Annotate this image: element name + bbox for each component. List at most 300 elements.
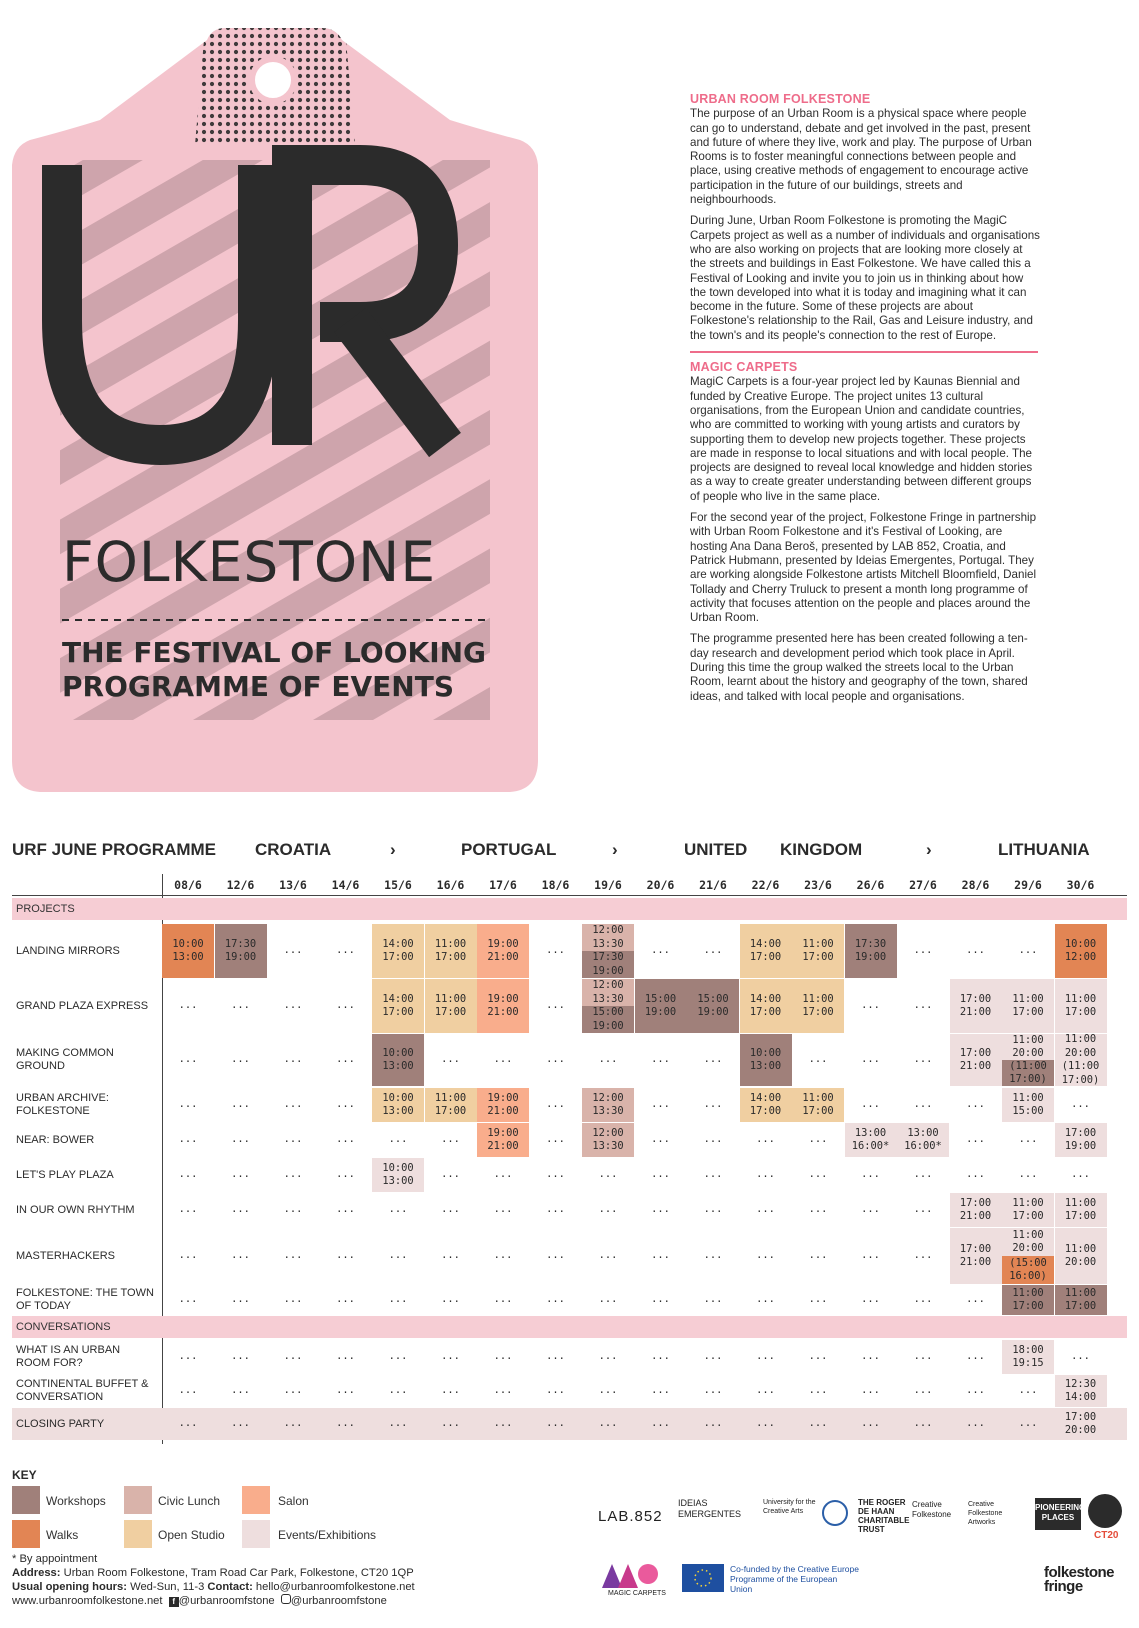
empty-marker: ...: [861, 1098, 880, 1111]
row-label: [16, 924, 156, 978]
event-time: 15:00: [592, 1006, 624, 1018]
event-slot: [1055, 1034, 1107, 1086]
event-time: 19:00: [1064, 1140, 1097, 1152]
empty-slot: [740, 1228, 792, 1284]
empty-slot: [792, 1408, 844, 1440]
empty-marker: ...: [178, 1053, 198, 1066]
date-header: 08/6: [174, 878, 202, 892]
event-time: 12:00: [592, 1126, 624, 1139]
event-time: 17:00): [1009, 1073, 1047, 1085]
event-time: 11:00: [434, 937, 467, 950]
empty-slot: [897, 1158, 949, 1192]
empty-marker: ...: [388, 1249, 408, 1262]
event-slot: [372, 979, 424, 1033]
event-time: 17:00: [434, 951, 467, 963]
empty-marker: ...: [1018, 944, 1038, 957]
date-header: 17/6: [489, 878, 517, 892]
empty-slot: [687, 1285, 739, 1315]
country-arrow: ›: [926, 840, 932, 859]
empty-slot: [425, 1408, 477, 1440]
empty-marker: ...: [283, 1168, 303, 1181]
eu-flag-icon: [682, 1564, 724, 1592]
empty-marker: ...: [651, 1350, 670, 1363]
empty-marker: ...: [336, 999, 355, 1012]
event-time: 16:00*: [904, 1140, 942, 1152]
event-time: 17:00: [802, 1105, 834, 1117]
empty-marker: ...: [388, 1203, 408, 1216]
event-slot: [1002, 1340, 1054, 1374]
urf-paragraph-2: During June, Urban Room Folkestone is promoting the MagiC Carpets project as well as a number of individuals and organisations who are also working on projects that are looking more closely at the streets and buildings in East Folkestone. We have called this a Festival of Looking and invite you to join us in thinking about how the town developed into what it is today and imagining what it can become in the future. Some of these projects are about Folkestone's relationship to the Rail, Gas and Leisure industry, and the town's and its people's connection to the rest of Europe.: [690, 214, 1040, 342]
event-time: 19:00: [487, 937, 519, 950]
event-slot: [1055, 924, 1107, 978]
event-time: 21:00: [487, 1006, 519, 1018]
empty-marker: ...: [283, 1384, 303, 1397]
country-arrow: ›: [612, 840, 618, 859]
empty-marker: ...: [808, 1168, 828, 1181]
empty-marker: ...: [756, 1293, 775, 1306]
event-time: 10:00: [749, 1046, 782, 1059]
empty-marker: ...: [703, 1133, 723, 1146]
empty-slot: [162, 1285, 214, 1315]
event-slot: [950, 1034, 1002, 1086]
empty-marker: ...: [861, 1350, 880, 1363]
event-time: 14:00: [749, 1091, 782, 1104]
empty-slot: [582, 1408, 634, 1440]
empty-marker: ...: [651, 1293, 670, 1306]
empty-slot: [635, 1088, 687, 1122]
row-label: [16, 1340, 156, 1374]
creative-folkestone-logo: Creative Folkestone: [912, 1500, 952, 1519]
empty-marker: ...: [861, 1293, 880, 1306]
event-time: 21:00: [959, 1006, 992, 1018]
event-slot: [740, 1088, 792, 1122]
empty-marker: ...: [913, 1384, 933, 1397]
event-time: 20:00: [1012, 1047, 1044, 1059]
empty-slot: [635, 1034, 687, 1086]
empty-slot: [635, 1228, 687, 1284]
uca-logo: University for the Creative Arts: [763, 1499, 816, 1515]
empty-slot: [425, 1340, 477, 1374]
empty-slot: [635, 1340, 687, 1374]
empty-slot: [215, 1285, 267, 1315]
empty-marker: ...: [703, 1249, 723, 1262]
empty-marker: ...: [861, 1249, 880, 1262]
empty-marker: ...: [231, 1053, 250, 1066]
empty-slot: [215, 1408, 267, 1440]
seal-logo: [822, 1500, 848, 1526]
facebook-handle[interactable]: @urbanroomfstone: [178, 1595, 275, 1607]
date-header-row: [12, 874, 1127, 896]
event-slot: [792, 924, 844, 978]
empty-slot: [950, 1408, 1002, 1440]
tag-title-line1: THE FESTIVAL OF LOOKING: [62, 636, 487, 669]
empty-slot: [372, 1123, 424, 1157]
empty-slot: [1055, 1158, 1107, 1192]
empty-slot: [320, 1158, 372, 1192]
empty-marker: ...: [546, 1203, 565, 1216]
empty-slot: [530, 1123, 582, 1157]
empty-marker: ...: [283, 999, 303, 1012]
event-time: 17:00: [1064, 1410, 1097, 1423]
empty-slot: [477, 1158, 529, 1192]
date-header: 28/6: [961, 878, 990, 892]
empty-marker: ...: [178, 1249, 198, 1262]
empty-slot: [1002, 1158, 1054, 1192]
empty-marker: ...: [546, 1249, 565, 1262]
empty-marker: ...: [441, 1168, 460, 1181]
empty-marker: ...: [808, 1053, 828, 1066]
row-label-text: URBAN ARCHIVE: FOLKESTONE: [16, 1092, 109, 1117]
empty-marker: ...: [441, 1293, 460, 1306]
empty-slot: [530, 1340, 582, 1374]
appointment-note: * By appointment: [12, 1553, 98, 1565]
row-label-text: MAKING COMMON GROUND: [16, 1047, 114, 1072]
event-slot: [372, 1034, 424, 1086]
empty-slot: [740, 1285, 792, 1315]
event-time: 11:00: [1012, 1228, 1044, 1241]
empty-marker: ...: [441, 1384, 460, 1397]
empty-marker: ...: [231, 999, 250, 1012]
empty-slot: [530, 1088, 582, 1122]
empty-marker: ...: [913, 999, 933, 1012]
empty-slot: [792, 1340, 844, 1374]
empty-slot: [845, 1340, 897, 1374]
empty-slot: [687, 1375, 739, 1407]
date-header: 16/6: [436, 878, 465, 892]
empty-marker: ...: [546, 1293, 565, 1306]
empty-slot: [845, 1408, 897, 1440]
empty-marker: ...: [861, 1053, 880, 1066]
empty-slot: [950, 1158, 1002, 1192]
country-lithuania: LITHUANIA: [998, 840, 1090, 859]
empty-marker: ...: [231, 1249, 250, 1262]
empty-marker: ...: [1018, 1133, 1038, 1146]
empty-slot: [792, 1193, 844, 1227]
date-header: 12/6: [226, 878, 255, 892]
key-label-civic-lunch: Civic Lunch: [158, 1494, 221, 1508]
empty-marker: ...: [546, 944, 565, 957]
key-label-walks: Walks: [46, 1528, 79, 1542]
empty-marker: ...: [493, 1249, 513, 1262]
empty-slot: [582, 1285, 634, 1315]
empty-slot: [792, 1123, 844, 1157]
date-header: 15/6: [384, 878, 412, 892]
empty-slot: [267, 1375, 319, 1407]
section-header: CONVERSATIONS: [12, 1316, 1127, 1338]
empty-slot: [687, 1158, 739, 1192]
empty-marker: ...: [861, 999, 880, 1012]
empty-marker: ...: [651, 944, 670, 957]
event-time: 13:30: [592, 992, 624, 1005]
instagram-handle[interactable]: @urbanroomfstone: [290, 1595, 387, 1607]
event-slot: [897, 1123, 949, 1157]
event-time: 20:00: [1064, 1046, 1097, 1059]
magic-carpets-heading: MAGIC CARPETS: [690, 360, 798, 375]
event-time: 17:30: [224, 937, 257, 950]
empty-slot: [320, 1375, 372, 1407]
empty-slot: [1055, 1340, 1107, 1374]
empty-slot: [897, 1375, 949, 1407]
event-slot: [1002, 1193, 1054, 1227]
event-time: 15:00: [644, 992, 677, 1005]
empty-slot: [267, 979, 319, 1033]
empty-slot: [320, 1034, 372, 1086]
empty-slot: [740, 1340, 792, 1374]
empty-marker: ...: [493, 1053, 513, 1066]
empty-slot: [897, 1340, 949, 1374]
empty-marker: ...: [231, 1133, 250, 1146]
event-time: 19:00: [487, 992, 519, 1005]
event-slot: [1002, 1060, 1054, 1086]
magic-carpets-icon: [600, 1560, 662, 1590]
empty-marker: ...: [336, 1098, 355, 1111]
empty-marker: ...: [756, 1384, 775, 1397]
empty-marker: ...: [861, 1203, 880, 1216]
empty-marker: ...: [546, 999, 565, 1012]
empty-slot: [162, 979, 214, 1033]
event-slot: [582, 924, 634, 951]
empty-slot: [950, 1285, 1002, 1315]
empty-slot: [740, 1408, 792, 1440]
row-label: [16, 1285, 156, 1315]
empty-marker: ...: [546, 1350, 565, 1363]
empty-slot: [320, 1228, 372, 1284]
empty-marker: ...: [1071, 1098, 1090, 1111]
empty-marker: ...: [493, 1384, 513, 1397]
event-slot: [162, 924, 214, 978]
date-header: 26/6: [856, 878, 885, 892]
ct20-badge-icon: [1088, 1494, 1122, 1528]
empty-slot: [477, 1340, 529, 1374]
empty-slot: [740, 1123, 792, 1157]
event-time: 17:00: [959, 1196, 992, 1209]
empty-marker: ...: [703, 1384, 723, 1397]
empty-slot: [687, 1034, 739, 1086]
empty-slot: [1055, 1088, 1107, 1122]
empty-marker: ...: [651, 1133, 670, 1146]
event-slot: [372, 924, 424, 978]
event-slot: [215, 924, 267, 978]
country-united: UNITED: [684, 840, 748, 859]
lab852-logo: LAB.852: [598, 1508, 663, 1525]
event-slot: [1002, 1285, 1054, 1315]
address-label: Address:: [12, 1567, 61, 1579]
empty-marker: ...: [703, 1168, 723, 1181]
urf-heading: URBAN ROOM FOLKESTONE: [690, 92, 871, 106]
country-arrow: ›: [390, 840, 396, 859]
empty-slot: [950, 1340, 1002, 1374]
event-time: 19:00: [592, 1019, 624, 1032]
event-time: 14:00: [749, 937, 782, 950]
empty-marker: ...: [441, 1133, 460, 1146]
event-time: 17:00: [749, 1006, 782, 1018]
date-header: 14/6: [331, 878, 360, 892]
empty-marker: ...: [1071, 1168, 1090, 1181]
empty-slot: [372, 1228, 424, 1284]
event-slot: [582, 979, 634, 1006]
empty-marker: ...: [651, 1168, 670, 1181]
empty-slot: [162, 1340, 214, 1374]
event-time: 13:30: [592, 1140, 624, 1152]
empty-slot: [477, 1375, 529, 1407]
empty-marker: ...: [231, 1098, 250, 1111]
empty-slot: [530, 1034, 582, 1086]
empty-marker: ...: [913, 1417, 933, 1430]
empty-marker: ...: [966, 1384, 985, 1397]
event-slot: [372, 1158, 424, 1192]
row-label: [16, 979, 156, 1033]
event-time: 19:15: [1012, 1357, 1044, 1369]
empty-slot: [792, 1158, 844, 1192]
event-time: 20:00: [1064, 1424, 1097, 1436]
empty-slot: [425, 1375, 477, 1407]
empty-marker: ...: [756, 1203, 775, 1216]
tag-title-line2: PROGRAMME OF EVENTS: [62, 670, 454, 703]
mc-paragraph-3: The programme presented here has been created following a ten-day research and development period which took place in April. During this time the group walked the streets local to the Urban Room, learnt about the history and geography of the town, shared ideas, and talked with local people and organisations.: [690, 632, 1028, 703]
empty-slot: [582, 1034, 634, 1086]
facebook-icon: f: [169, 1597, 179, 1607]
empty-marker: ...: [861, 1168, 880, 1181]
empty-marker: ...: [546, 1384, 565, 1397]
event-time: 17:00: [959, 1242, 992, 1255]
empty-slot: [162, 1193, 214, 1227]
row-label-text: WHAT IS AN URBAN ROOM FOR?: [16, 1344, 121, 1369]
empty-marker: ...: [336, 1293, 355, 1306]
website-link[interactable]: www.urbanroomfolkestone.net: [12, 1595, 163, 1607]
event-time: 15:00: [697, 992, 729, 1005]
empty-slot: [372, 1340, 424, 1374]
empty-slot: [320, 924, 372, 978]
empty-slot: [530, 1158, 582, 1192]
empty-slot: [635, 1193, 687, 1227]
empty-slot: [845, 1158, 897, 1192]
empty-marker: ...: [598, 1053, 618, 1066]
empty-marker: ...: [703, 1350, 723, 1363]
empty-marker: ...: [966, 1133, 985, 1146]
event-slot: [635, 979, 687, 1033]
row-label-text: NEAR: BOWER: [16, 1133, 95, 1146]
empty-marker: ...: [388, 1350, 408, 1363]
empty-slot: [320, 1408, 372, 1440]
empty-slot: [425, 1193, 477, 1227]
empty-marker: ...: [651, 1417, 670, 1430]
country-croatia: CROATIA: [255, 840, 332, 859]
empty-slot: [215, 1034, 267, 1086]
event-time: 17:00: [434, 1105, 467, 1117]
empty-slot: [1002, 1375, 1054, 1407]
empty-slot: [215, 1228, 267, 1284]
event-time: 21:00: [487, 951, 519, 963]
event-slot: [950, 979, 1002, 1033]
empty-slot: [687, 1193, 739, 1227]
empty-slot: [950, 1088, 1002, 1122]
empty-marker: ...: [231, 1417, 250, 1430]
country-kingdom: KINGDOM: [780, 840, 863, 859]
event-time: 13:00: [382, 1060, 414, 1072]
empty-marker: ...: [546, 1053, 565, 1066]
event-time: 11:00: [1012, 1196, 1044, 1209]
key-swatch-walks: [12, 1520, 40, 1548]
empty-marker: ...: [756, 1417, 775, 1430]
magic-carpets-logo: MAGIC CARPETS: [608, 1590, 666, 1597]
empty-marker: ...: [808, 1249, 828, 1262]
empty-marker: ...: [703, 1053, 723, 1066]
empty-marker: ...: [178, 1098, 198, 1111]
event-time: 12:00: [592, 1091, 624, 1104]
event-time: 11:00: [1012, 1091, 1044, 1104]
empty-slot: [582, 1193, 634, 1227]
empty-slot: [582, 1158, 634, 1192]
row-label-text: IN OUR OWN RHYTHM: [16, 1203, 135, 1216]
event-time: 10:00: [382, 1046, 414, 1059]
empty-marker: ...: [336, 1417, 355, 1430]
empty-marker: ...: [441, 1350, 460, 1363]
empty-marker: ...: [808, 1384, 828, 1397]
empty-marker: ...: [913, 1350, 933, 1363]
empty-slot: [635, 1158, 687, 1192]
key-swatch-open-studio: [124, 1520, 152, 1548]
event-slot: [740, 1034, 792, 1086]
empty-slot: [950, 1123, 1002, 1157]
event-time: 17:30: [854, 937, 887, 950]
empty-slot: [635, 1408, 687, 1440]
empty-marker: ...: [283, 1053, 303, 1066]
event-slot: [1055, 1228, 1107, 1284]
event-time: 11:00: [1064, 1286, 1097, 1299]
empty-slot: [215, 1193, 267, 1227]
empty-slot: [1002, 924, 1054, 978]
event-slot: [1055, 1285, 1107, 1315]
row-label-text: FOLKESTONE: THE TOWN OF TODAY: [16, 1287, 154, 1312]
empty-marker: ...: [546, 1133, 565, 1146]
empty-slot: [372, 1375, 424, 1407]
empty-slot: [582, 1375, 634, 1407]
empty-marker: ...: [441, 1053, 460, 1066]
event-time: 17:00: [1064, 1300, 1097, 1312]
creative-folkestone-artworks-logo: Creative Folkestone Artworks: [968, 1501, 1003, 1526]
event-time: 12:00: [1064, 951, 1097, 963]
pioneering-places-logo: PIONEERING PLACES: [1035, 1498, 1081, 1530]
empty-marker: ...: [336, 1249, 355, 1262]
empty-slot: [897, 1228, 949, 1284]
contact-email[interactable]: hello@urbanroomfolkestone.net: [255, 1581, 415, 1593]
event-time: 17:00: [1064, 1126, 1097, 1139]
event-slot: [1002, 1088, 1054, 1122]
empty-slot: [477, 1228, 529, 1284]
event-slot: [1055, 1193, 1107, 1227]
event-time: 17:00: [382, 1006, 414, 1018]
empty-slot: [530, 979, 582, 1033]
empty-marker: ...: [441, 1203, 460, 1216]
event-time: 17:00: [1012, 1300, 1044, 1312]
empty-slot: [897, 1034, 949, 1086]
empty-slot: [582, 1340, 634, 1374]
empty-marker: ...: [283, 1203, 303, 1216]
empty-marker: ...: [651, 1384, 670, 1397]
event-time: 17:00: [959, 992, 992, 1005]
event-slot: [1055, 979, 1107, 1033]
empty-marker: ...: [808, 1293, 828, 1306]
empty-marker: ...: [703, 1203, 723, 1216]
opening-hours: Wed-Sun, 11-3: [130, 1581, 205, 1593]
empty-marker: ...: [966, 1293, 985, 1306]
event-slot: [372, 1088, 424, 1122]
empty-marker: ...: [1071, 1350, 1090, 1363]
empty-marker: ...: [913, 1293, 933, 1306]
empty-slot: [740, 1158, 792, 1192]
empty-slot: [740, 1193, 792, 1227]
empty-marker: ...: [1018, 1384, 1038, 1397]
